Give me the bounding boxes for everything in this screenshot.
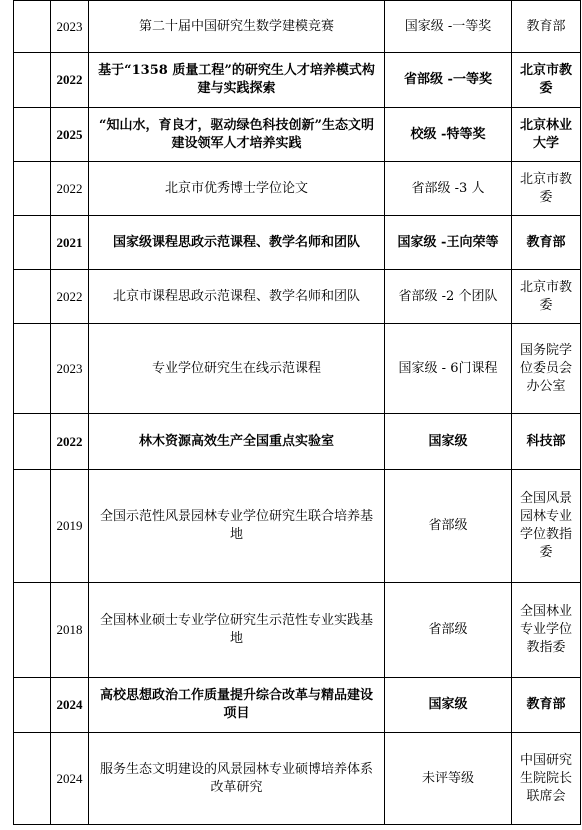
blank-cell <box>14 324 51 414</box>
year-cell: 2022 <box>51 270 89 324</box>
year-cell: 2022 <box>51 53 89 108</box>
blank-cell <box>14 678 51 733</box>
level-cell: 省部级 <box>385 583 512 678</box>
year-cell: 2024 <box>51 733 89 825</box>
blank-cell <box>14 583 51 678</box>
blank-cell <box>14 733 51 825</box>
level-cell: 省部级 -3 人 <box>385 162 512 216</box>
project-name-cell: 高校思想政治工作质量提升综合改革与精品建设项目 <box>89 678 385 733</box>
level-cell: 国家级 <box>385 678 512 733</box>
level-cell: 省部级 -2 个团队 <box>385 270 512 324</box>
year-cell: 2024 <box>51 678 89 733</box>
year-cell: 2018 <box>51 583 89 678</box>
project-name-cell: “知山水，育良才，驱动绿色科技创新”生态文明建设领军人才培养实践 <box>89 108 385 162</box>
awards-table-wrapper <box>13 0 581 825</box>
year-cell: 2023 <box>51 324 89 414</box>
year-cell: 2023 <box>51 1 89 53</box>
table-row <box>14 470 581 583</box>
level-cell: 省部级 -一等奖 <box>385 53 512 108</box>
level-cell: 国家级 <box>385 414 512 470</box>
table-row <box>14 1 581 53</box>
table-row <box>14 108 581 162</box>
year-cell: 2021 <box>51 216 89 270</box>
level-cell: 省部级 <box>385 470 512 583</box>
organization-cell: 国务院学位委员会办公室 <box>512 324 581 414</box>
blank-cell <box>14 108 51 162</box>
table-row <box>14 733 581 825</box>
organization-cell: 教育部 <box>512 216 581 270</box>
table-row <box>14 162 581 216</box>
year-cell: 2022 <box>51 414 89 470</box>
project-name-cell: 北京市优秀博士学位论文 <box>89 162 385 216</box>
organization-cell: 全国风景园林专业学位教指委 <box>512 470 581 583</box>
organization-cell: 北京市教委 <box>512 53 581 108</box>
table-row <box>14 216 581 270</box>
blank-cell <box>14 1 51 53</box>
project-name-cell: 服务生态文明建设的风景园林专业硕博培养体系改革研究 <box>89 733 385 825</box>
project-name-cell: 国家级课程思政示范课程、教学名师和团队 <box>89 216 385 270</box>
project-name-cell: 全国示范性风景园林专业学位研究生联合培养基地 <box>89 470 385 583</box>
blank-cell <box>14 216 51 270</box>
project-name-cell: 专业学位研究生在线示范课程 <box>89 324 385 414</box>
level-cell: 国家级 - 6门课程 <box>385 324 512 414</box>
organization-cell: 全国林业专业学位教指委 <box>512 583 581 678</box>
year-cell: 2025 <box>51 108 89 162</box>
level-cell: 国家级 -一等奖 <box>385 1 512 53</box>
organization-cell: 北京林业大学 <box>512 108 581 162</box>
awards-table <box>13 0 581 825</box>
organization-cell: 北京市教委 <box>512 270 581 324</box>
blank-cell <box>14 53 51 108</box>
organization-cell: 科技部 <box>512 414 581 470</box>
table-row <box>14 53 581 108</box>
table-row <box>14 583 581 678</box>
level-cell: 国家级 -王向荣等 <box>385 216 512 270</box>
project-name-cell: 全国林业硕士专业学位研究生示范性专业实践基地 <box>89 583 385 678</box>
table-row <box>14 324 581 414</box>
project-name-cell: 林木资源高效生产全国重点实验室 <box>89 414 385 470</box>
organization-cell: 教育部 <box>512 1 581 53</box>
blank-cell <box>14 470 51 583</box>
project-name-cell: 第二十届中国研究生数学建模竞赛 <box>89 1 385 53</box>
blank-cell <box>14 270 51 324</box>
blank-cell <box>14 162 51 216</box>
level-cell: 校级 -特等奖 <box>385 108 512 162</box>
year-cell: 2022 <box>51 162 89 216</box>
project-name-cell: 北京市课程思政示范课程、教学名师和团队 <box>89 270 385 324</box>
level-cell: 未评等级 <box>385 733 512 825</box>
table-row <box>14 414 581 470</box>
project-name-cell: 基于“1358 质量工程”的研究生人才培养模式构建与实践探索 <box>89 53 385 108</box>
organization-cell: 中国研究生院院长联席会 <box>512 733 581 825</box>
organization-cell: 教育部 <box>512 678 581 733</box>
table-row <box>14 270 581 324</box>
organization-cell: 北京市教委 <box>512 162 581 216</box>
year-cell: 2019 <box>51 470 89 583</box>
blank-cell <box>14 414 51 470</box>
table-row <box>14 678 581 733</box>
